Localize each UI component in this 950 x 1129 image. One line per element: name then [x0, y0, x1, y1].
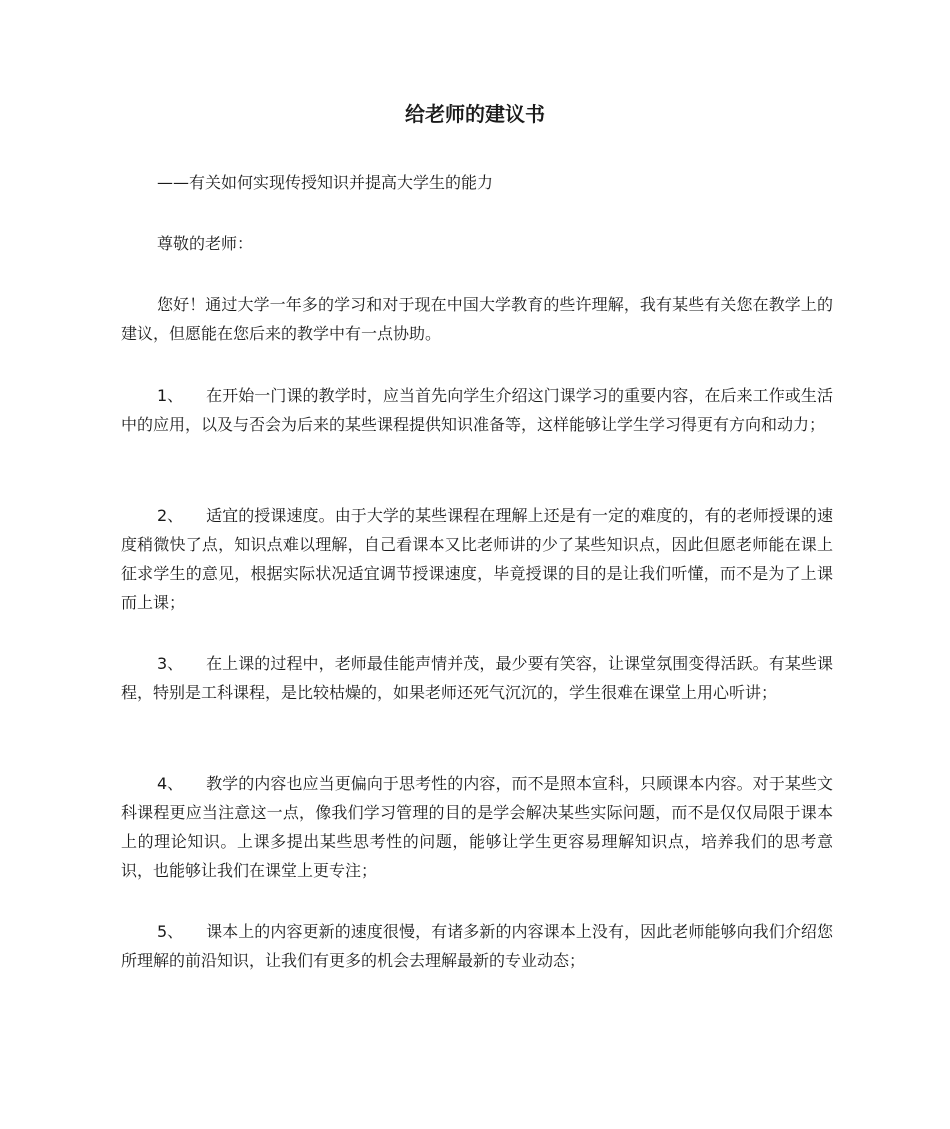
intro-paragraph: 您好！通过大学一年多的学习和对于现在中国大学教育的些许理解，我有某些有关您在教学上的建议，但愿能在您后来的教学中有一点协助。 [121, 295, 833, 343]
salutation: 尊敬的老师： [157, 234, 254, 253]
item-number: 3、 [157, 654, 184, 673]
suggestion-item-3 [121, 649, 833, 707]
item-text: 在开始一门课的教学时，应当首先向学生介绍这门课学习的重要内容，在后来工作或生活中的应用，以及与否会为后来的某些课程提供知识准备等，这样能够让学生学习得更有方向和动力； [121, 386, 833, 434]
document-subtitle: ——有关如何实现传授知识并提高大学生的能力 [157, 173, 494, 192]
suggestion-item-1 [121, 381, 833, 439]
item-text: 教学的内容也应当更偏向于思考性的内容，而不是照本宣科，只顾课本内容。对于某些文科课程更应当注意这一点，像我们学习管理的目的是学会解决某些实际问题，而不是仅仅局限于课本上的理论知识。上课多提出某些思考性的问题，能够让学生更容易理解知识点，培养我们的思考意识，也能够让我们在课堂上更专注； [121, 774, 833, 880]
item-number: 2、 [157, 506, 184, 525]
item-number: 4、 [157, 774, 184, 793]
item-number: 5、 [157, 922, 184, 941]
item-text: 适宜的授课速度。由于大学的某些课程在理解上还是有一定的难度的，有的老师授课的速度稍微快了点，知识点难以理解，自己看课本又比老师讲的少了某些知识点，因此但愿老师能在课上征求学生的意见，根据实际状况适宜调节授课速度，毕竟授课的目的是让我们听懂，而不是为了上课而上课； [121, 506, 833, 612]
item-number: 1、 [157, 386, 184, 405]
suggestion-item-4 [121, 769, 833, 885]
suggestion-item-2 [121, 501, 833, 617]
item-text: 课本上的内容更新的速度很慢，有诸多新的内容课本上没有，因此老师能够向我们介绍您所理解的前沿知识，让我们有更多的机会去理解最新的专业动态； [121, 922, 833, 970]
document-title: 给老师的建议书 [405, 102, 545, 126]
item-text: 在上课的过程中，老师最佳能声情并茂，最少要有笑容，让课堂氛围变得活跃。有某些课程，特别是工科课程，是比较枯燥的，如果老师还死气沉沉的，学生很难在课堂上用心听讲； [121, 654, 833, 702]
suggestion-item-5 [121, 917, 833, 975]
